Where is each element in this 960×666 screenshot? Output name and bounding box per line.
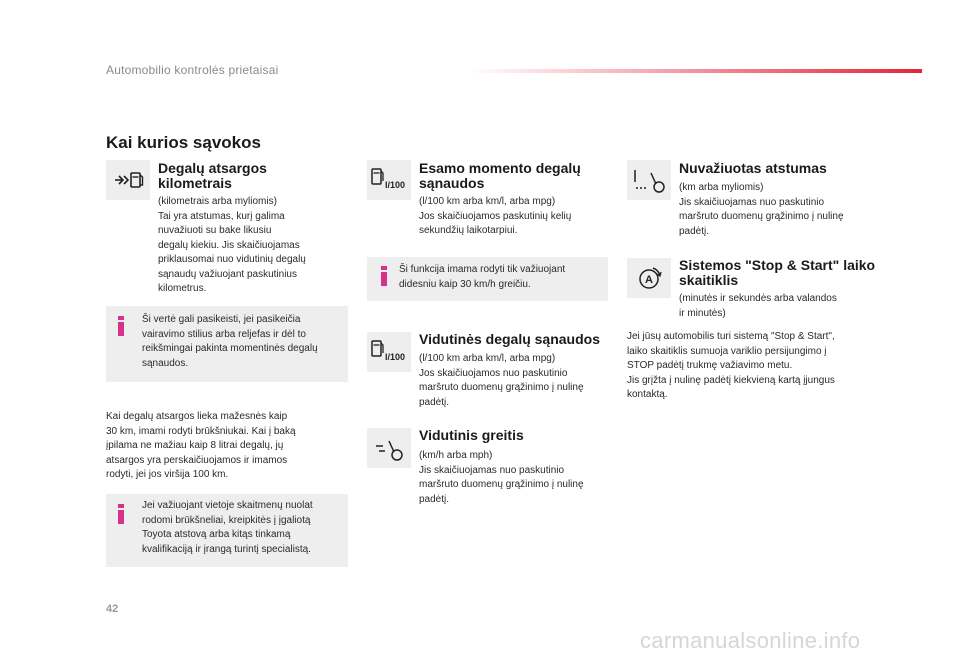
- svg-text:l/100: l/100: [385, 352, 406, 362]
- stop-start-icon: [627, 258, 671, 298]
- stopstart-text: Jei jūsų automobilis turi sistemą "Stop & Start", laiko skaitiklis sumuoja variklio persijungimo į STOP padėtį trukmę važiavimo metu. Jis grįžta į nulinę padėtį kiekvieną kartą įjungus kontaktą.: [627, 331, 835, 400]
- range-info-box-2: [106, 494, 348, 567]
- range-dashes-text: Kai degalų atsargos lieka mažesnės kaip 30 km, imami rodyti brūkšniukai. Kai į baką įpilama ne mažiau kaip 8 litrai degalų, jų atsargos yra perskaičiuojamos ir imamos rodyti, jei jos viršija 100 km.: [106, 411, 296, 480]
- svg-text:l/100: l/100: [385, 180, 406, 190]
- average-title: Vidutinės degalų sąnaudos: [419, 331, 601, 347]
- average-icon-box: [367, 332, 411, 372]
- range-info2-text: Jei važiuojant vietoje skaitmenų nuolat rodomi brūkšneliai, kreipkitės į įgaliotą Toyota atstovą arba kitąs tinkamą kvalifikaciją ir įrangą turintį specialistą.: [142, 500, 313, 555]
- page-number: 42: [106, 603, 119, 615]
- current-body: (l/100 km arba km/l, arba mpg) Jos skaičiuojamos paskutinių kelių sekundžių laikotarpiui.: [419, 196, 572, 236]
- speed-title: Vidutinis greitis: [419, 427, 524, 443]
- current-title: Esamo momento degalų sąnaudos: [419, 160, 581, 191]
- stopstart-body: (minutės ir sekundės arba valandos ir minutės): [679, 293, 837, 319]
- svg-text:A: A: [645, 274, 653, 286]
- fuel-pump-icon: [367, 332, 411, 372]
- distance-icon-box: [627, 160, 671, 200]
- distance-title: Nuvažiuotas atstumas: [679, 160, 827, 176]
- watermark: carmanualsonline.info: [640, 628, 861, 653]
- fuel-pump-icon: [367, 160, 411, 200]
- fuel-range-icon: [106, 160, 150, 200]
- current-info-text: Ši funkcija imama rodyti tik važiuojant didesniu kaip 30 km/h greičiu.: [399, 264, 566, 290]
- range-info-box: [106, 306, 348, 382]
- stopstart-icon-box: [627, 258, 671, 298]
- distance-body: (km arba myliomis) Jis skaičiuojamas nuo paskutinio maršruto duomenų grąžinimo į nulinę padėtį.: [679, 182, 844, 237]
- speed-body: (km/h arba mph) Jis skaičiuojamas nuo paskutinio maršruto duomenų grąžinimo į nulinę padėtį.: [419, 450, 584, 505]
- range-info-text: Ši vertė gali pasikeisti, jei pasikeičia vairavimo stilius arba reljefas ir dėl to reikšmingai pakinta momentinės degalų sąnaudos.: [142, 314, 318, 369]
- range-icon-box: [106, 160, 150, 200]
- current-info-box: [367, 257, 608, 301]
- speed-icon-box: [367, 428, 411, 468]
- average-speed-icon: [367, 428, 411, 468]
- section-title: Kai kurios sąvokos: [106, 133, 261, 152]
- stopstart-title: Sistemos "Stop & Start" laiko skaitiklis: [679, 257, 876, 288]
- header-accent-bar: [470, 69, 922, 73]
- current-icon-box: [367, 160, 411, 200]
- header-title: Automobilio kontrolės prietaisai: [106, 63, 279, 77]
- distance-icon: [627, 160, 671, 200]
- average-body: (l/100 km arba km/l, arba mpg) Jos skaičiuojamos nuo paskutinio maršruto duomenų grąžinimo į nulinę padėtį.: [419, 353, 584, 408]
- range-title: Degalų atsargos kilometrais: [158, 160, 267, 191]
- range-body: (kilometrais arba myliomis) Tai yra atstumas, kurį galima nuvažiuoti su bake likusiu degalų kiekiu. Jis skaičiuojamas priklausomai nuo vidutinių degalų sąnaudų važiuojant paskutinius kilometrus.: [158, 196, 306, 294]
